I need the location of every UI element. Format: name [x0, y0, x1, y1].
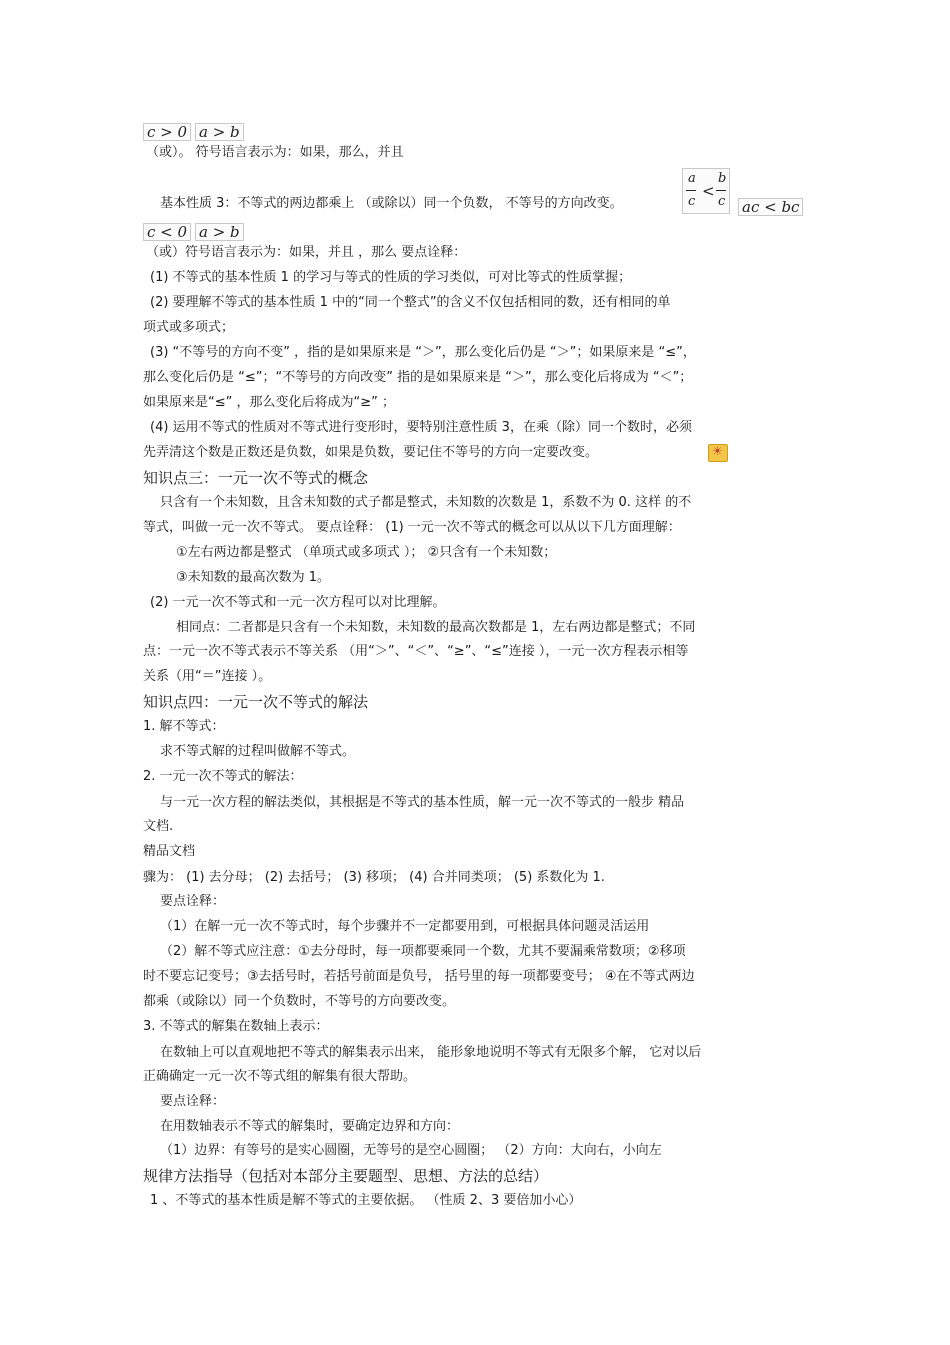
formula-c-lt-0: c < 0: [143, 223, 191, 241]
formula-c-gt-0: c > 0: [143, 123, 191, 141]
frac-bar-left: [686, 190, 696, 191]
sun-icon: [708, 444, 728, 462]
text-line: 如果原来是“≤” ，那么变化后将成为“≥” ；: [143, 395, 395, 410]
section-heading: 知识点四：一元一次不等式的解法: [143, 693, 369, 711]
list-item: ③未知数的最高次数为 1。: [176, 570, 331, 585]
subheading: 1. 解不等式：: [143, 719, 225, 734]
text-line: 要点诠释：: [160, 894, 226, 909]
text-line: 只含有一个未知数，且含未知数的式子都是整式，未知数的次数是 1，系数不为 0. 这样 的不: [160, 495, 692, 510]
text-line: 相同点：二者都是只含有一个未知数，未知数的最高次数都是 1，左右两边都是整式；不同: [176, 620, 696, 635]
text-line: 时不要忘记变号；③去括号时，若括号前面是负号， 括号里的每一项都要变号； ④在不等式两边: [143, 969, 695, 984]
formula-a-over-c-lt-b-over-c: [682, 168, 730, 214]
text-line: 与一元一次方程的解法类似，其根据是不等式的基本性质，解一元一次不等式的一般步 精品: [160, 795, 685, 810]
list-item: (2) 要理解不等式的基本性质 1 中的“同一个整式”的含义不仅包括相同的数，还有相同的单: [150, 295, 671, 310]
text-line: 关系（用“＝”连接 ）。: [143, 669, 272, 684]
text-line: 要点诠释：: [160, 1094, 226, 1109]
watermark-text: 精品文档: [143, 844, 196, 859]
subheading: 3. 不等式的解集在数轴上表示：: [143, 1019, 329, 1034]
text-line: 在用数轴表示不等式的解集时，要确定边界和方向：: [160, 1119, 460, 1134]
text-line: 在数轴上可以直观地把不等式的解集表示出来， 能形象地说明不等式有无限多个解， 它对以后: [160, 1045, 702, 1060]
formula-a-gt-b: a > b: [195, 123, 244, 141]
frac-less-than: <: [702, 182, 715, 200]
text-line: 基本性质 3：不等式的两边都乘上 （或除以）同一个负数， 不等号的方向改变。: [160, 196, 623, 211]
list-item: (4) 运用不等式的性质对不等式进行变形时，要特别注意性质 3，在乘（除）同一个数时，必须: [150, 420, 692, 435]
list-item: (3) “不等号的方向不变” ，指的是如果原来是 “＞”，那么变化后仍是 “＞”；如果原来是 “≤”，: [150, 345, 696, 360]
list-item: ①左右两边都是整式 （单项式或多项式 ）； ②只含有一个未知数；: [176, 545, 557, 560]
text-line: 文档.: [143, 819, 174, 834]
text-line: （或）符号语言表示为：如果，并且 ，那么 要点诠释：: [146, 245, 467, 260]
frac-denominator-c: c: [688, 194, 696, 209]
text-line: 那么变化后仍是 “≤”；“不等号的方向改变” 指的是如果原来是 “＞”，那么变化后将成为 “＜”；: [143, 370, 693, 385]
text-line: 项式或多项式；: [143, 320, 235, 335]
frac-numerator-b: b: [718, 171, 727, 186]
list-item: 1 、不等式的基本性质是解不等式的主要依据。 （性质 2、3 要倍加小心）: [150, 1193, 582, 1208]
text-line: 正确确定一元一次不等式组的解集有很大帮助。: [143, 1069, 417, 1084]
subheading: 2. 一元一次不等式的解法：: [143, 769, 303, 784]
list-item: (1) 不等式的基本性质 1 的学习与等式的性质的学习类似，可对比等式的性质掌握；: [150, 270, 632, 285]
text-line: （或）。 符号语言表示为：如果，那么，并且: [146, 145, 404, 160]
frac-denominator-c2: c: [718, 194, 726, 209]
formula-ac-lt-bc: ac < bc: [738, 198, 803, 216]
list-item: （1）边界：有等号的是实心圆圈，无等号的是空心圆圈； （2）方向：大向右，小向左: [160, 1143, 662, 1158]
frac-numerator-a: a: [688, 171, 696, 186]
list-item: （2）解不等式应注意：①去分母时，每一项都要乘同一个数，尤其不要漏乘常数项；②移项: [160, 944, 686, 959]
list-item: (2) 一元一次不等式和一元一次方程可以对比理解。: [150, 595, 446, 610]
section-heading: 规律方法指导（包括对本部分主要题型、思想、方法的总结）: [143, 1167, 549, 1185]
text-line: 骤为： (1) 去分母； (2) 去括号； (3) 移项； (4) 合并同类项； (5) 系数化为 1.: [143, 870, 605, 885]
text-line: 都乘（或除以）同一个负数时，不等号的方向要改变。: [143, 994, 456, 1009]
section-heading: 知识点三：一元一次不等式的概念: [143, 469, 369, 487]
formula-a-gt-b-2: a > b: [195, 223, 244, 241]
text-line: 先弄清这个数是正数还是负数，如果是负数，要记住不等号的方向一定要改变。: [143, 445, 599, 460]
text-line: 点：一元一次不等式表示不等关系 （用“＞”、“＜”、“≥”、“≤”连接 ），一元一次方程表示相等: [143, 644, 689, 659]
frac-bar-right: [716, 190, 726, 191]
text-line: 等式，叫做一元一次不等式。 要点诠释： (1) 一元一次不等式的概念可以从以下几方面理解：: [143, 520, 681, 535]
text-line: 求不等式解的过程叫做解不等式。: [160, 744, 356, 759]
list-item: （1）在解一元一次不等式时，每个步骤并不一定都要用到，可根据具体问题灵活运用: [160, 919, 650, 934]
